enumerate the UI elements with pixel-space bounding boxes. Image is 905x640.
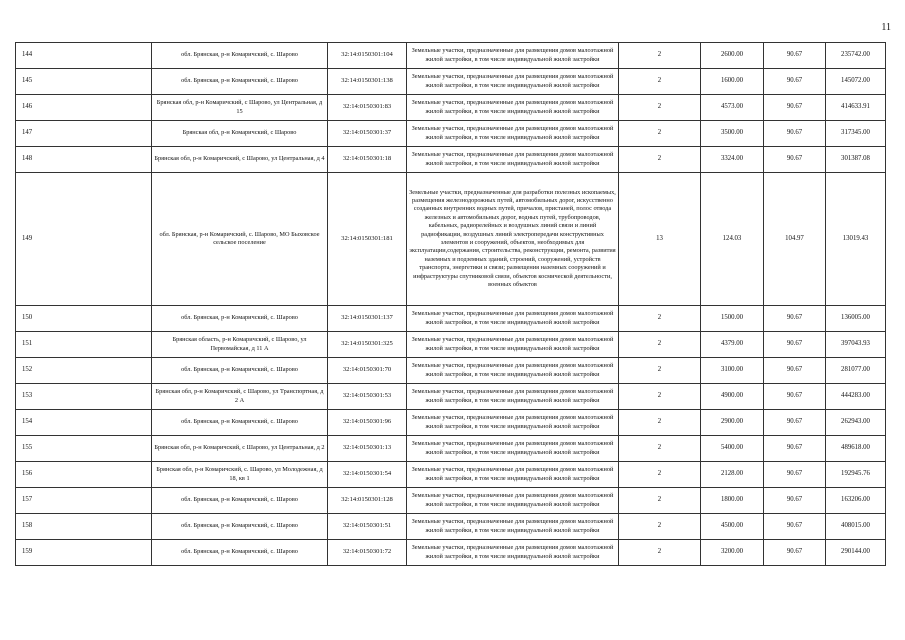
row-number-cell: 151: [16, 332, 152, 358]
permitted-use-cell: Земельные участки, предназначенные для размещения домов малоэтажной жилой застройки, в том числе индивидуальной жилой застройки: [407, 121, 619, 147]
table-row: [16, 384, 886, 410]
category-cell: 2: [619, 488, 701, 514]
cadastral-value-cell: 235742.00: [826, 43, 886, 69]
row-number-cell: 158: [16, 514, 152, 540]
specific-value-cell: 90.67: [764, 488, 826, 514]
area-cell: 1500.00: [701, 306, 764, 332]
area-cell: 2128.00: [701, 462, 764, 488]
cadastral-value-cell: 444283.00: [826, 384, 886, 410]
category-cell: 2: [619, 43, 701, 69]
cadastral-value-cell: 397043.93: [826, 332, 886, 358]
address-cell: обл. Брянская, р-н Комаричский, с. Шарово: [152, 540, 328, 566]
cadastral-number-cell: 32:14:0150301:325: [328, 332, 407, 358]
row-number-cell: 159: [16, 540, 152, 566]
category-cell: 2: [619, 358, 701, 384]
address-cell: Брянская обл, р-н Комаричский, с Шарово: [152, 121, 328, 147]
table-row: [16, 69, 886, 95]
permitted-use-cell: Земельные участки, предназначенные для размещения домов малоэтажной жилой застройки, в том числе индивидуальной жилой застройки: [407, 69, 619, 95]
row-number-cell: 156: [16, 462, 152, 488]
permitted-use-cell: Земельные участки, предназначенные для размещения домов малоэтажной жилой застройки, в том числе индивидуальной жилой застройки: [407, 488, 619, 514]
table-row: [16, 95, 886, 121]
address-cell: Брянская обл, р-н Комаричский, с Шарово, ул Центральная, д 4: [152, 147, 328, 173]
specific-value-cell: 90.67: [764, 436, 826, 462]
cadastral-number-cell: 32:14:0150301:13: [328, 436, 407, 462]
cadastral-number-cell: 32:14:0150301:37: [328, 121, 407, 147]
cadastral-value-cell: 145072.00: [826, 69, 886, 95]
page-number: 11: [881, 22, 891, 33]
table-row: [16, 306, 886, 332]
permitted-use-cell: Земельные участки, предназначенные для размещения домов малоэтажной жилой застройки, в том числе индивидуальной жилой застройки: [407, 147, 619, 173]
specific-value-cell: 90.67: [764, 514, 826, 540]
cadastral-number-cell: 32:14:0150301:18: [328, 147, 407, 173]
permitted-use-cell: Земельные участки, предназначенные для размещения домов малоэтажной жилой застройки, в том числе индивидуальной жилой застройки: [407, 95, 619, 121]
row-number-cell: 153: [16, 384, 152, 410]
address-cell: обл. Брянская, р-н Комаричский, с. Шарово: [152, 514, 328, 540]
category-cell: 2: [619, 95, 701, 121]
specific-value-cell: 90.67: [764, 462, 826, 488]
cadastral-number-cell: 32:14:0150301:83: [328, 95, 407, 121]
permitted-use-cell: Земельные участки, предназначенные для размещения домов малоэтажной жилой застройки, в том числе индивидуальной жилой застройки: [407, 43, 619, 69]
cadastral-number-cell: 32:14:0150301:72: [328, 540, 407, 566]
table-row: [16, 43, 886, 69]
specific-value-cell: 104.97: [764, 173, 826, 306]
table-row: [16, 121, 886, 147]
row-number-cell: 157: [16, 488, 152, 514]
row-number-cell: 147: [16, 121, 152, 147]
cadastral-number-cell: 32:14:0150301:128: [328, 488, 407, 514]
area-cell: 1600.00: [701, 69, 764, 95]
specific-value-cell: 90.67: [764, 147, 826, 173]
row-number-cell: 154: [16, 410, 152, 436]
category-cell: 2: [619, 436, 701, 462]
address-cell: обл. Брянская, р-н Комаричский, с. Шарово: [152, 488, 328, 514]
row-number-cell: 149: [16, 173, 152, 306]
cadastral-value-cell: 301387.08: [826, 147, 886, 173]
address-cell: Брянская область, р-н Комаричский, с Шарово, ул Первомайская, д 11 А: [152, 332, 328, 358]
row-number-cell: 145: [16, 69, 152, 95]
row-number-cell: 146: [16, 95, 152, 121]
category-cell: 2: [619, 384, 701, 410]
cadastral-value-cell: 163206.00: [826, 488, 886, 514]
area-cell: 4900.00: [701, 384, 764, 410]
cadastral-value-cell: 262943.00: [826, 410, 886, 436]
cadastral-number-cell: 32:14:0150301:70: [328, 358, 407, 384]
area-cell: 3200.00: [701, 540, 764, 566]
area-cell: 2600.00: [701, 43, 764, 69]
cadastral-value-cell: 414633.91: [826, 95, 886, 121]
category-cell: 13: [619, 173, 701, 306]
specific-value-cell: 90.67: [764, 43, 826, 69]
cadastral-number-cell: 32:14:0150301:53: [328, 384, 407, 410]
specific-value-cell: 90.67: [764, 306, 826, 332]
area-cell: 3324.00: [701, 147, 764, 173]
permitted-use-cell: Земельные участки, предназначенные для размещения домов малоэтажной жилой застройки, в том числе индивидуальной жилой застройки: [407, 332, 619, 358]
permitted-use-cell: Земельные участки, предназначенные для размещения домов малоэтажной жилой застройки, в том числе индивидуальной жилой застройки: [407, 410, 619, 436]
address-cell: обл. Брянская, р-н Комаричский, с. Шарово: [152, 69, 328, 95]
permitted-use-cell: Земельные участки, предназначенные для размещения домов малоэтажной жилой застройки, в том числе индивидуальной жилой застройки: [407, 514, 619, 540]
cadastral-number-cell: 32:14:0150301:54: [328, 462, 407, 488]
table-row: [16, 332, 886, 358]
specific-value-cell: 90.67: [764, 332, 826, 358]
table-row: [16, 358, 886, 384]
category-cell: 2: [619, 540, 701, 566]
cadastral-number-cell: 32:14:0150301:96: [328, 410, 407, 436]
table-row: [16, 173, 886, 306]
area-cell: 5400.00: [701, 436, 764, 462]
table-row: [16, 147, 886, 173]
permitted-use-cell: Земельные участки, предназначенные для размещения домов малоэтажной жилой застройки, в том числе индивидуальной жилой застройки: [407, 436, 619, 462]
specific-value-cell: 90.67: [764, 69, 826, 95]
address-cell: обл. Брянская, р-н Комаричский, с. Шарово: [152, 358, 328, 384]
cadastral-number-cell: 32:14:0150301:51: [328, 514, 407, 540]
table-body: [16, 43, 886, 566]
address-cell: Брянская обл, р-н Комаричский, с Шарово, ул Центральная, д 15: [152, 95, 328, 121]
table-row: [16, 514, 886, 540]
area-cell: 4379.00: [701, 332, 764, 358]
specific-value-cell: 90.67: [764, 95, 826, 121]
address-cell: Брянская обл, р-н Комаричский, с. Шарово, ул Молодежная, д 18, кв 1: [152, 462, 328, 488]
category-cell: 2: [619, 147, 701, 173]
address-cell: обл. Брянская, р-н Комаричский, с. Шарово: [152, 306, 328, 332]
category-cell: 2: [619, 410, 701, 436]
row-number-cell: 144: [16, 43, 152, 69]
area-cell: 124.03: [701, 173, 764, 306]
cadastral-value-cell: 13019.43: [826, 173, 886, 306]
permitted-use-cell: Земельные участки, предназначенные для разработки полезных ископаемых, размещения железнодорожных путей, автомобильных дорог, искусственно созданных внутренних водных путей, причалов, пристаней, полос отвода железных и автомобильных дорог, водных путей, трубопроводов, кабельных, радиорелейных и воздушных линий связи и линий радиофикации, воздушных линий электропередачи конструктивных элементов и сооружений, объектов, необходимых для эксплуатации,содержания, строительства, реконструкции, ремонта, развития наземных и подземных зданий, строений, сооружений, устройств транспорта, энергетики и связи; размещения наземных сооружений и инфраструктуры спутниковой связи, объектов космической деятельности, военных объектов: [407, 173, 619, 306]
table-row: [16, 410, 886, 436]
cadastral-value-cell: 136005.00: [826, 306, 886, 332]
area-cell: 3100.00: [701, 358, 764, 384]
category-cell: 2: [619, 69, 701, 95]
address-cell: Брянская обл, р-н Комаричский, с Шарово, ул Центральная, д 2: [152, 436, 328, 462]
cadastral-value-cell: 290144.00: [826, 540, 886, 566]
specific-value-cell: 90.67: [764, 384, 826, 410]
address-cell: обл. Брянская, р-н Комаричский, с. Шарово: [152, 410, 328, 436]
cadastral-value-cell: 317345.00: [826, 121, 886, 147]
table-row: [16, 436, 886, 462]
specific-value-cell: 90.67: [764, 410, 826, 436]
cadastral-value-cell: 281077.00: [826, 358, 886, 384]
row-number-cell: 148: [16, 147, 152, 173]
specific-value-cell: 90.67: [764, 358, 826, 384]
cadastral-value-cell: 192945.76: [826, 462, 886, 488]
permitted-use-cell: Земельные участки, предназначенные для размещения домов малоэтажной жилой застройки, в том числе индивидуальной жилой застройки: [407, 358, 619, 384]
area-cell: 3500.00: [701, 121, 764, 147]
permitted-use-cell: Земельные участки, предназначенные для размещения домов малоэтажной жилой застройки, в том числе индивидуальной жилой застройки: [407, 306, 619, 332]
area-cell: 4500.00: [701, 514, 764, 540]
category-cell: 2: [619, 332, 701, 358]
table-row: [16, 488, 886, 514]
table-row: [16, 462, 886, 488]
permitted-use-cell: Земельные участки, предназначенные для размещения домов малоэтажной жилой застройки, в том числе индивидуальной жилой застройки: [407, 540, 619, 566]
address-cell: Брянская обл, р-н Комаричский, с Шарово, ул Транспортная, д 2 А: [152, 384, 328, 410]
cadastral-number-cell: 32:14:0150301:137: [328, 306, 407, 332]
category-cell: 2: [619, 306, 701, 332]
row-number-cell: 152: [16, 358, 152, 384]
cadastral-value-cell: 489618.00: [826, 436, 886, 462]
specific-value-cell: 90.67: [764, 540, 826, 566]
area-cell: 2900.00: [701, 410, 764, 436]
cadastral-number-cell: 32:14:0150301:138: [328, 69, 407, 95]
area-cell: 1800.00: [701, 488, 764, 514]
permitted-use-cell: Земельные участки, предназначенные для размещения домов малоэтажной жилой застройки, в том числе индивидуальной жилой застройки: [407, 462, 619, 488]
cadastral-value-cell: 408015.00: [826, 514, 886, 540]
row-number-cell: 155: [16, 436, 152, 462]
permitted-use-cell: Земельные участки, предназначенные для размещения домов малоэтажной жилой застройки, в том числе индивидуальной жилой застройки: [407, 384, 619, 410]
address-cell: обл. Брянская, р-н Комаричский, с. Шарово, МО Быховское сельское поселение: [152, 173, 328, 306]
address-cell: обл. Брянская, р-н Комаричский, с. Шарово: [152, 43, 328, 69]
row-number-cell: 150: [16, 306, 152, 332]
table-row: [16, 540, 886, 566]
category-cell: 2: [619, 121, 701, 147]
specific-value-cell: 90.67: [764, 121, 826, 147]
category-cell: 2: [619, 514, 701, 540]
land-plots-table: [15, 42, 886, 566]
cadastral-number-cell: 32:14:0150301:104: [328, 43, 407, 69]
cadastral-number-cell: 32:14:0150301:181: [328, 173, 407, 306]
category-cell: 2: [619, 462, 701, 488]
area-cell: 4573.00: [701, 95, 764, 121]
